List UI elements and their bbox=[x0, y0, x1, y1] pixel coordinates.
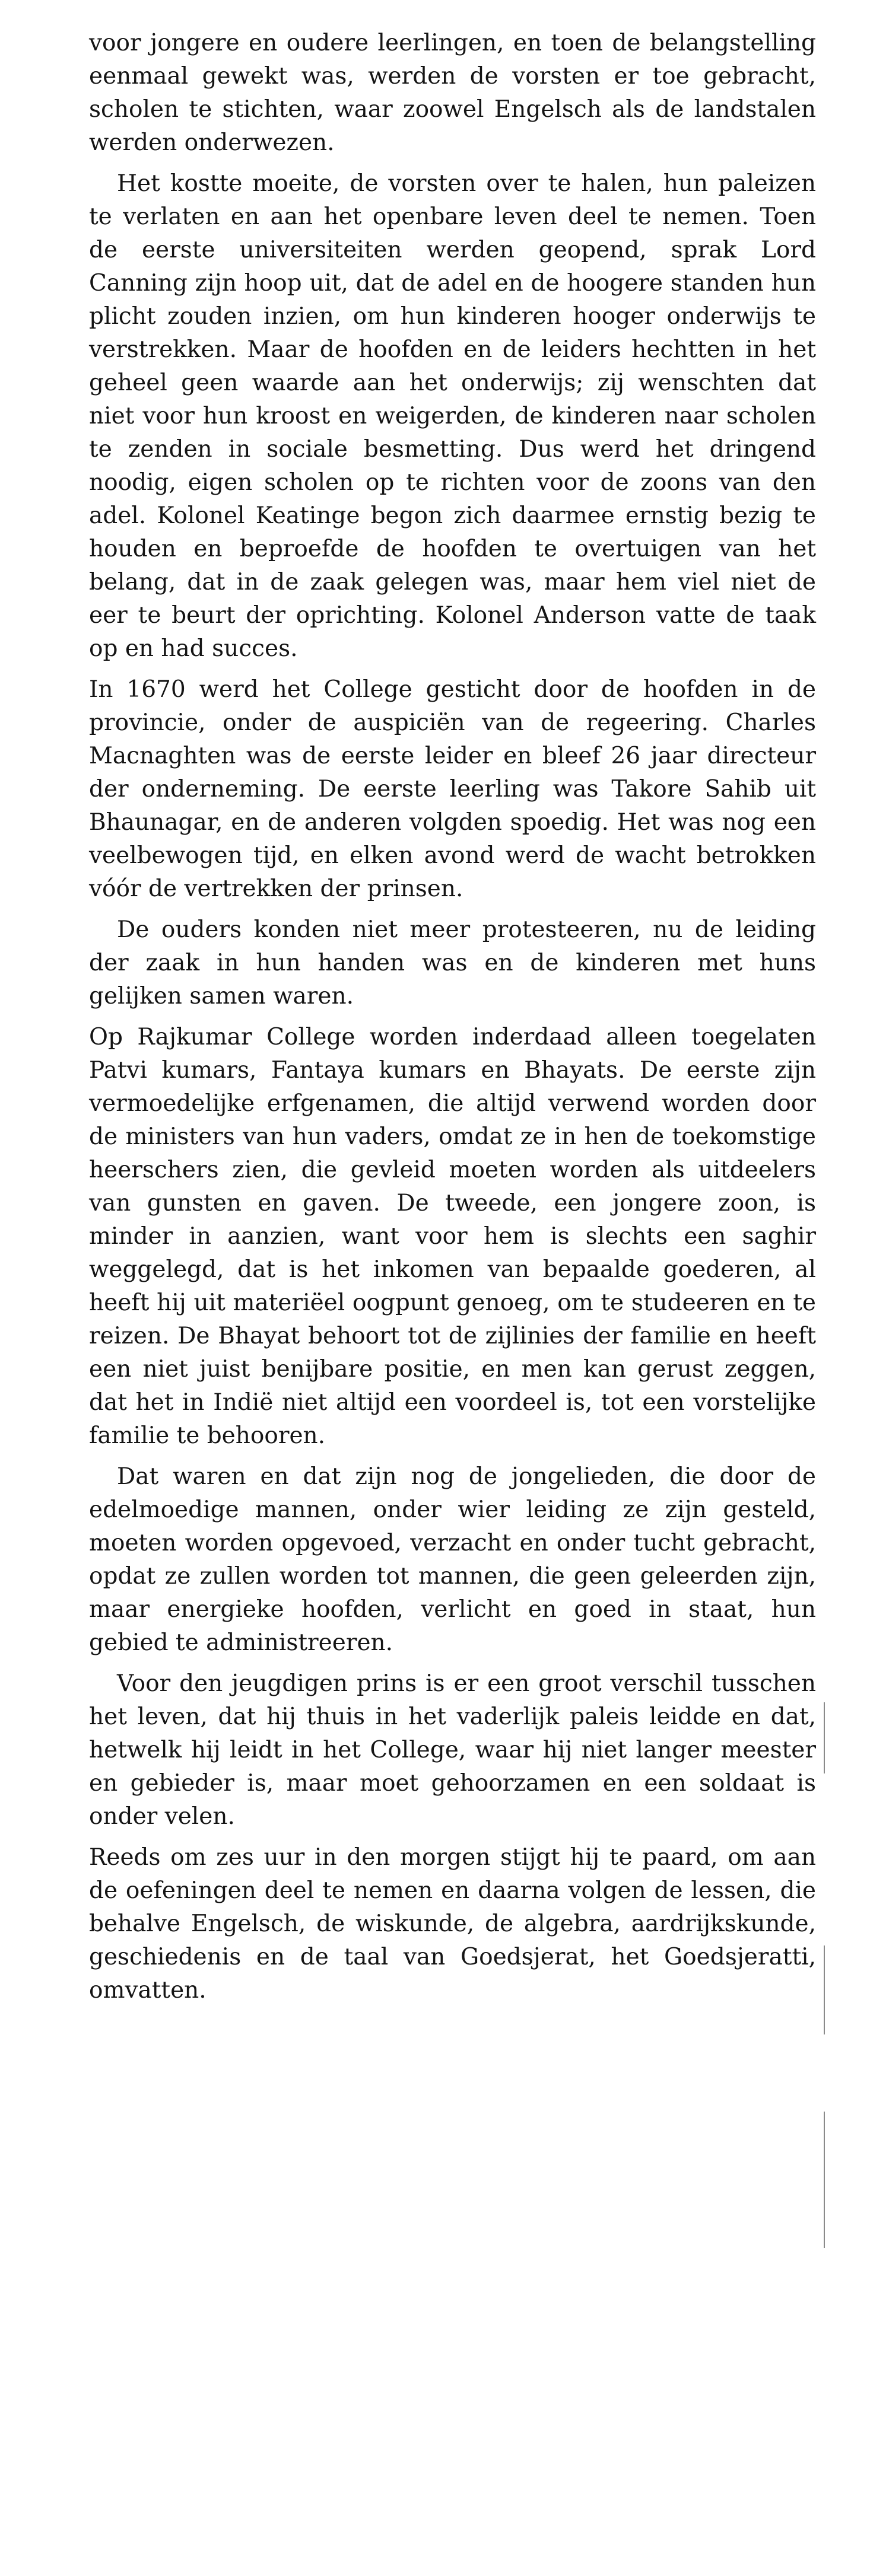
paragraph-1: voor jongere en oudere leerlingen, en toen de belangstelling eenmaal gewekt was, werden de vorsten er toe gebracht, scholen te stichten, waar zoowel Engelsch als de landstalen werden onderwezen. bbox=[89, 30, 816, 156]
paragraph-4: De ouders konden niet meer protesteeren, nu de leiding der zaak in hun handen was en de kinderen met huns gelijken samen waren. bbox=[89, 916, 816, 1010]
margin-line-mark-3 bbox=[824, 2112, 825, 2248]
paragraph-6: Dat waren en dat zijn nog de jongelieden, die door de edelmoedige mannen, onder wier leiding ze zijn gesteld, moeten worden opgevoed, verzacht en onder tucht gebracht, opdat ze zullen worden tot mannen, die geen geleerden zijn, maar energieke hoofden, verlicht en goed in staat, hun gebied te administreeren. bbox=[89, 1463, 816, 1656]
paragraph-2: Het kostte moeite, de vorsten over te halen, hun paleizen te verlaten en aan het openbare leven deel te nemen. Toen de eerste universiteiten werden geopend, sprak Lord Canning zijn hoop uit, dat de adel en de hoogere standen hun plicht zouden inzien, om hun kinderen hooger onderwijs te verstrekken. Maar de hoofden en de leiders hechtten in het geheel geen waarde aan het onderwijs; zij wenschten dat niet voor hun kroost en weigerden, de kinderen naar scholen te zenden in sociale besmetting. Dus werd het dringend noodig, eigen scholen op te richten voor de zoons van den adel. Kolonel Keatinge begon zich daarmee ernstig bezig te houden en beproefde de hoofden te overtuigen van het belang, dat in de zaak gelegen was, maar hem viel niet de eer te beurt der oprichting. Kolonel Anderson vatte de taak op en had succes. bbox=[89, 170, 816, 662]
paragraph-7: Voor den jeugdigen prins is er een groot verschil tusschen het leven, dat hij thuis in het vaderlijk paleis leidde en dat, hetwelk hij leidt in het College, waar hij niet langer meester en gebieder is, maar moet gehoorzamen en een soldaat is onder velen. bbox=[89, 1670, 816, 1830]
document-page bbox=[89, 27, 816, 2015]
paragraph-5: Op Rajkumar College worden inderdaad alleen toegelaten Patvi kumars, Fantaya kumars en Bhayats. De eerste zijn vermoedelijke erfgenamen, die altijd verwend worden door de ministers van hun vaders, omdat ze in hen de toekomstige heerschers zien, die gevleid moeten worden als uitdeelers van gunsten en gaven. De tweede, een jongere zoon, is minder in aanzien, want voor hem is slechts een saghir weggelegd, dat is het inkomen van bepaalde goederen, al heeft hij uit materiëel oogpunt genoeg, om te studeeren en te reizen. De Bhayat behoort tot de zijlinies der familie en heeft een niet juist benijbare positie, en men kan gerust zeggen, dat het in Indië niet altijd een voordeel is, tot een vorstelijke familie te behooren. bbox=[89, 1024, 816, 1449]
margin-line-mark-2 bbox=[824, 1945, 825, 2034]
paragraph-3: In 1670 werd het College gesticht door de hoofden in de provincie, onder de auspiciën van de regeering. Charles Macnaghten was de eerste leider en bleef 26 jaar directeur der onderneming. De eerste leerling was Takore Sahib uit Bhaunagar, en de anderen volgden spoedig. Het was nog een veelbewogen tijd, en elken avond werd de wacht betrokken vóór de vertrekken der prinsen. bbox=[89, 676, 816, 902]
paragraph-8: Reeds om zes uur in den morgen stijgt hij te paard, om aan de oefeningen deel te nemen en daarna volgen de lessen, die behalve Engelsch, de wiskunde, de algebra, aardrijkskunde, geschiedenis en de taal van Goedsjerat, het Goedsjeratti, omvatten. bbox=[89, 1844, 816, 2004]
margin-line-mark bbox=[824, 1702, 825, 1773]
